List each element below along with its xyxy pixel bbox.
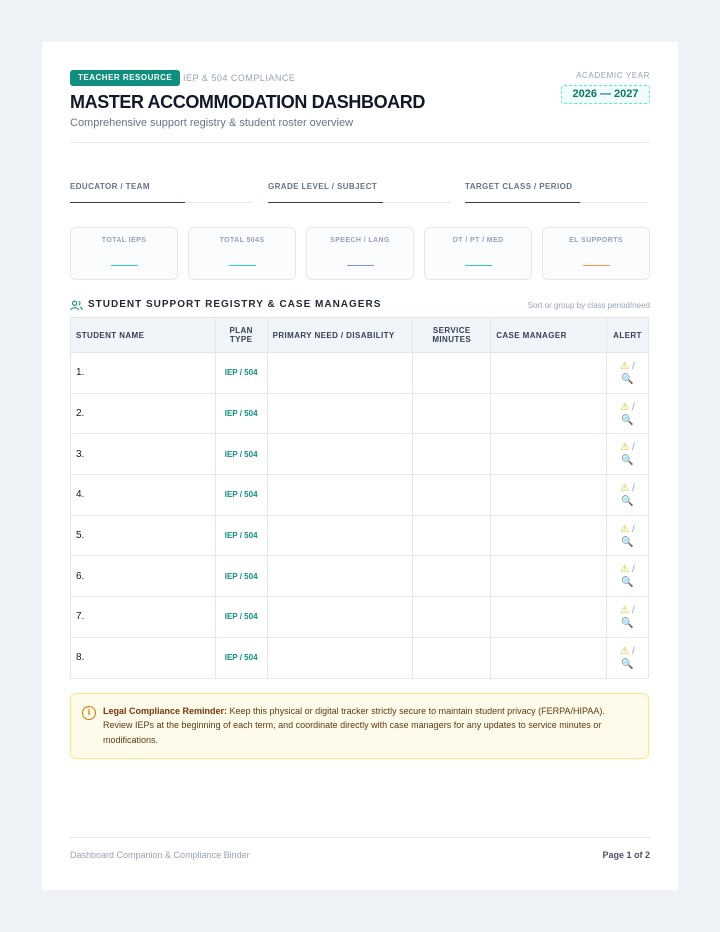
- educator-team-field[interactable]: [70, 170, 253, 203]
- stat-card-ot-pt-med[interactable]: [424, 227, 532, 280]
- alert-cell[interactable]: ⚠ / 🔍: [606, 515, 648, 556]
- student-name-cell[interactable]: 1.: [71, 353, 216, 394]
- service-minutes-cell[interactable]: [413, 393, 491, 434]
- warning-icon: ⚠: [620, 645, 630, 657]
- registry-title: STUDENT SUPPORT REGISTRY & CASE MANAGERS: [88, 299, 382, 310]
- field-label: GRADE LEVEL / SUBJECT: [268, 182, 378, 191]
- student-name-cell[interactable]: 4.: [71, 475, 216, 516]
- stat-label: OT / PT / MED: [452, 237, 504, 244]
- notice-heading: Legal Compliance Reminder:: [103, 705, 228, 716]
- student-name-cell[interactable]: 2.: [71, 393, 216, 434]
- warning-icon: ⚠: [620, 564, 630, 576]
- case-manager-cell[interactable]: [491, 515, 607, 556]
- magnifier-icon: 🔍: [621, 536, 634, 548]
- field-underline: [465, 202, 648, 203]
- stat-label: SPEECH / LANG: [330, 237, 390, 244]
- compliance-notice: [70, 693, 649, 759]
- case-manager-cell[interactable]: [491, 637, 607, 678]
- case-manager-cell[interactable]: [491, 556, 607, 597]
- warning-icon: ⚠: [620, 360, 630, 372]
- stat-bar: [347, 265, 374, 266]
- col-plan-type[interactable]: PLAN TYPE: [215, 318, 267, 353]
- case-manager-cell[interactable]: [491, 434, 607, 475]
- col-student-name[interactable]: STUDENT NAME: [71, 318, 216, 353]
- magnifier-icon: 🔍: [621, 455, 634, 467]
- plan-type-cell[interactable]: IEP / 504: [215, 393, 267, 434]
- alert-cell[interactable]: ⚠ / 🔍: [606, 353, 648, 394]
- plan-type-cell[interactable]: IEP / 504: [215, 475, 267, 516]
- plan-type-cell[interactable]: IEP / 504: [215, 515, 267, 556]
- stat-label: EL SUPPORTS: [569, 237, 623, 244]
- warning-icon: ⚠: [620, 523, 630, 535]
- header-divider: [70, 142, 650, 143]
- primary-need-cell[interactable]: [267, 515, 413, 556]
- registry-header: [70, 297, 650, 317]
- table-row: [71, 475, 649, 516]
- field-underline: [268, 202, 451, 203]
- stat-bar: [465, 265, 492, 266]
- primary-need-cell[interactable]: [267, 637, 413, 678]
- plan-type-cell[interactable]: IEP / 504: [215, 434, 267, 475]
- magnifier-icon: 🔍: [621, 495, 634, 507]
- warning-icon: ⚠: [620, 482, 630, 494]
- service-minutes-cell[interactable]: [413, 597, 491, 638]
- table-header-row: [71, 318, 649, 353]
- field-label: TARGET CLASS / PERIOD: [465, 182, 573, 191]
- primary-need-cell[interactable]: [267, 393, 413, 434]
- table-row: [71, 393, 649, 434]
- warning-icon: ⚠: [620, 401, 630, 413]
- stat-bar: [583, 265, 610, 266]
- target-class-field[interactable]: [465, 170, 648, 203]
- info-icon: i: [82, 706, 96, 720]
- page-header: [70, 70, 650, 170]
- field-underline: [70, 202, 253, 203]
- warning-icon: ⚠: [620, 442, 630, 454]
- alert-cell[interactable]: ⚠ / 🔍: [606, 393, 648, 434]
- stat-card-speech[interactable]: [306, 227, 414, 280]
- col-primary-need[interactable]: PRIMARY NEED / DISABILITY: [267, 318, 413, 353]
- table-row: [71, 353, 649, 394]
- footer-title: Dashboard Companion & Compliance Binder: [70, 850, 250, 860]
- grade-level-field[interactable]: [268, 170, 451, 203]
- table-row: [71, 515, 649, 556]
- service-minutes-cell[interactable]: [413, 353, 491, 394]
- col-case-manager[interactable]: CASE MANAGER: [491, 318, 607, 353]
- magnifier-icon: 🔍: [621, 617, 634, 629]
- compliance-tag: IEP & 504 COMPLIANCE: [183, 73, 296, 83]
- primary-need-cell[interactable]: [267, 475, 413, 516]
- stat-bar: [111, 265, 138, 266]
- student-name-cell[interactable]: 6.: [71, 556, 216, 597]
- alert-cell[interactable]: ⚠ / 🔍: [606, 597, 648, 638]
- notice-body: Keep this physical or digital tracker strictly secure to maintain student privacy (FERPA/HIPAA). Review IEPs at the beginning of each term, and coordinate directly with case managers for any updates to service minutes or modifications.: [103, 705, 605, 745]
- footer-divider: [70, 837, 650, 838]
- primary-need-cell[interactable]: [267, 353, 413, 394]
- academic-year-value: 2026 — 2027: [561, 85, 650, 104]
- stat-card-el-supports[interactable]: [542, 227, 650, 280]
- document-page: [42, 42, 678, 890]
- warning-icon: ⚠: [620, 604, 630, 616]
- case-manager-cell[interactable]: [491, 597, 607, 638]
- primary-need-cell[interactable]: [267, 434, 413, 475]
- alert-cell[interactable]: ⚠ / 🔍: [606, 434, 648, 475]
- primary-need-cell[interactable]: [267, 597, 413, 638]
- registry-table: [70, 317, 649, 679]
- stat-card-504s[interactable]: [188, 227, 296, 280]
- col-service-minutes[interactable]: SERVICE MINUTES: [413, 318, 491, 353]
- student-name-cell[interactable]: 7.: [71, 597, 216, 638]
- primary-need-cell[interactable]: [267, 556, 413, 597]
- stats-row: [70, 227, 650, 280]
- table-row: [71, 556, 649, 597]
- table-row: [71, 434, 649, 475]
- page-title: MASTER ACCOMMODATION DASHBOARD: [70, 92, 425, 112]
- plan-type-cell[interactable]: IEP / 504: [215, 637, 267, 678]
- table-row: [71, 637, 649, 678]
- case-manager-cell[interactable]: [491, 393, 607, 434]
- page-subtitle: Comprehensive support registry & student roster overview: [70, 117, 354, 129]
- plan-type-cell[interactable]: IEP / 504: [215, 597, 267, 638]
- resource-badge: TEACHER RESOURCE: [70, 70, 180, 86]
- plan-type-cell[interactable]: IEP / 504: [215, 556, 267, 597]
- magnifier-icon: 🔍: [621, 373, 634, 385]
- notice-text: [103, 704, 630, 748]
- table-row: [71, 597, 649, 638]
- student-name-cell[interactable]: 3.: [71, 434, 216, 475]
- service-minutes-cell[interactable]: [413, 515, 491, 556]
- info-fields: [70, 170, 650, 216]
- field-label: EDUCATOR / TEAM: [70, 182, 150, 191]
- people-icon: [70, 300, 83, 311]
- stat-card-ieps[interactable]: [70, 227, 178, 280]
- page-number: Page 1 of 2: [602, 850, 650, 860]
- stat-label: TOTAL IEPS: [101, 237, 147, 244]
- case-manager-cell[interactable]: [491, 353, 607, 394]
- academic-year-label: ACADEMIC YEAR: [576, 71, 650, 80]
- alert-cell[interactable]: ⚠ / 🔍: [606, 475, 648, 516]
- magnifier-icon: 🔍: [621, 577, 634, 589]
- case-manager-cell[interactable]: [491, 475, 607, 516]
- alert-cell[interactable]: ⚠ / 🔍: [606, 556, 648, 597]
- magnifier-icon: 🔍: [621, 414, 634, 426]
- service-minutes-cell[interactable]: [413, 637, 491, 678]
- plan-type-cell[interactable]: IEP / 504: [215, 353, 267, 394]
- student-name-cell[interactable]: 5.: [71, 515, 216, 556]
- service-minutes-cell[interactable]: [413, 556, 491, 597]
- stat-bar: [229, 265, 256, 266]
- registry-note: Sort or group by class period/need: [527, 301, 650, 310]
- service-minutes-cell[interactable]: [413, 475, 491, 516]
- student-name-cell[interactable]: 8.: [71, 637, 216, 678]
- alert-cell[interactable]: ⚠ / 🔍: [606, 637, 648, 678]
- service-minutes-cell[interactable]: [413, 434, 491, 475]
- stat-label: TOTAL 504S: [219, 237, 265, 244]
- magnifier-icon: 🔍: [621, 658, 634, 670]
- col-alert[interactable]: ALERT: [606, 318, 648, 353]
